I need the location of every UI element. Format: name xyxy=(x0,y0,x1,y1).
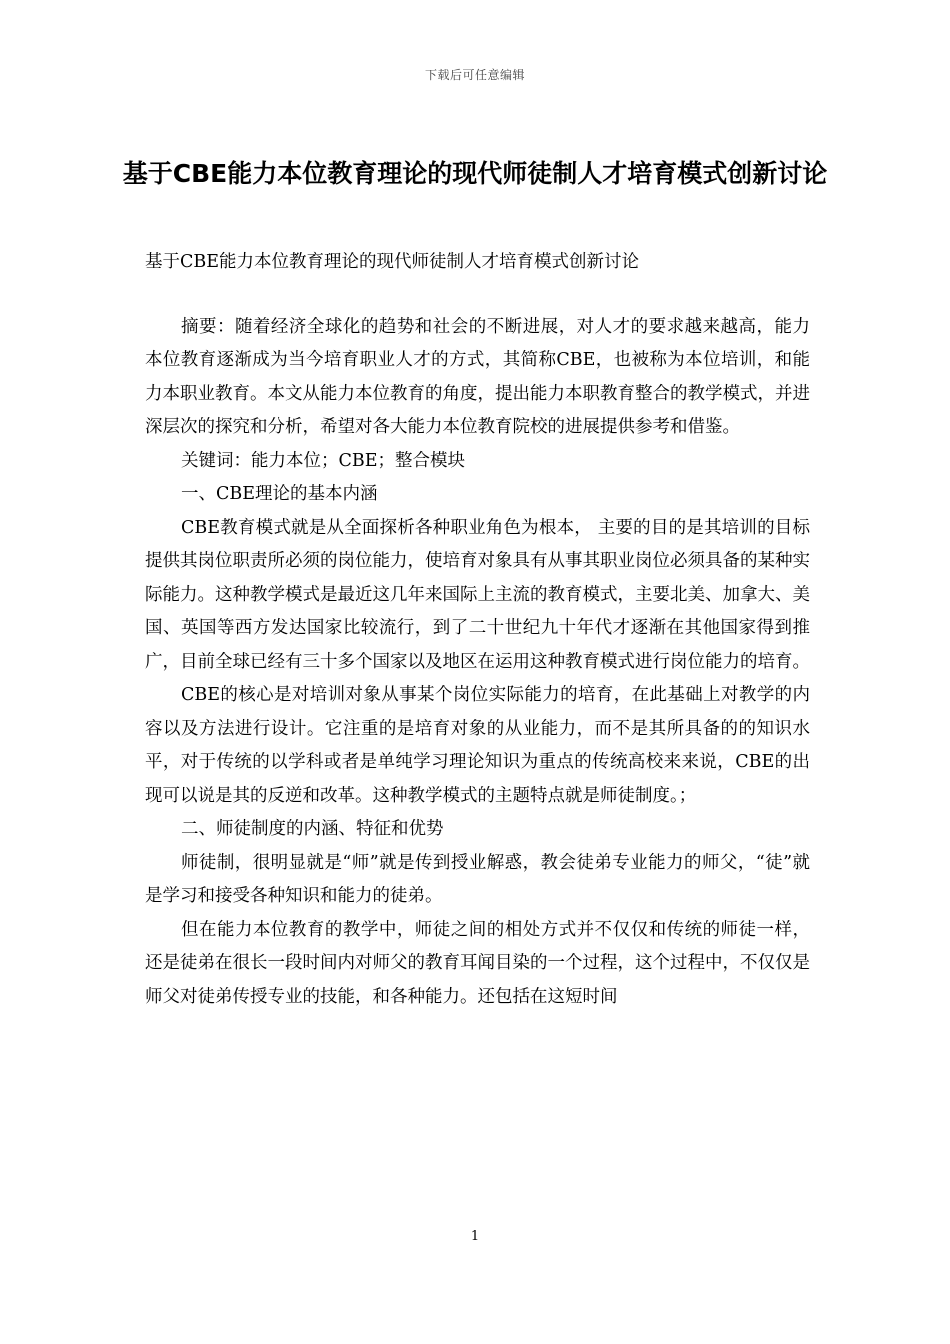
keywords-line: 关键词：能力本位；CBE；整合模块 xyxy=(181,450,466,471)
document-body xyxy=(145,246,810,1014)
page-number: 1 xyxy=(470,1229,480,1244)
section-heading-1: 一、CBE理论的基本内涵 xyxy=(181,484,378,504)
header-note: 下载后可任意编辑 xyxy=(424,68,525,82)
document-title: 基于CBE能力本位教育理论的现代师徒制人才培育模式创新讨论 xyxy=(122,159,828,188)
body-paragraph: CBE教育模式就是从全面探析各种职业角色为根本， 主要的目的是其培训的目标提供其岗位职责所必须的岗位能力，使培育对象具有从事其职业岗位必须具备的某种实际能力。这种教学模式是最近这几年来国际上主流的教育模式，主要北美、加拿大、美国、英国等西方发达国家比较流行，到了二十世纪九十年代才逐渐在其他国家得到推广，目前全球已经有三十多个国家以及地区在运用这种教育模式进行岗位能力的培育。 xyxy=(145,517,810,672)
body-paragraph: CBE的核心是对培训对象从事某个岗位实际能力的培育，在此基础上对教学的内容以及方法进行设计。它注重的是培育对象的从业能力，而不是其所具备的的知识水平，对于传统的以学科或者是单纯学习理论知识为重点的传统高校来来说，CBE的出现可以说是其的反逆和改革。这种教学模式的主题特点就是师徒制度。； xyxy=(145,685,810,806)
body-paragraph: 但在能力本位教育的教学中，师徒之间的相处方式并不仅仅和传统的师徒一样，还是徒弟在很长一段时间内对师父的教育耳闻目染的一个过程，这个过程中，不仅仅是师父对徒弟传授专业的技能，和各种能力。还包括在这短时间 xyxy=(145,919,810,1007)
abstract-paragraph: 摘要：随着经济全球化的趋势和社会的不断进展，对人才的要求越来越高，能力本位教育逐渐成为当今培育职业人才的方式，其简称CBE，也被称为本位培训，和能力本职业教育。本文从能力本位教育的角度，提出能力本职教育整合的教学模式，并进深层次的探究和分析，希望对各大能力本位教育院校的进展提供参考和借鉴。 xyxy=(145,316,810,437)
section-heading-2: 二、师徒制度的内涵、特征和优势 xyxy=(181,819,444,839)
document-subtitle: 基于CBE能力本位教育理论的现代师徒制人才培育模式创新讨论 xyxy=(145,252,640,272)
body-paragraph: 师徒制，很明显就是“师”就是传到授业解惑，教会徒弟专业能力的师父，“徒”就是学习和接受各种知识和能力的徒弟。 xyxy=(145,852,810,906)
